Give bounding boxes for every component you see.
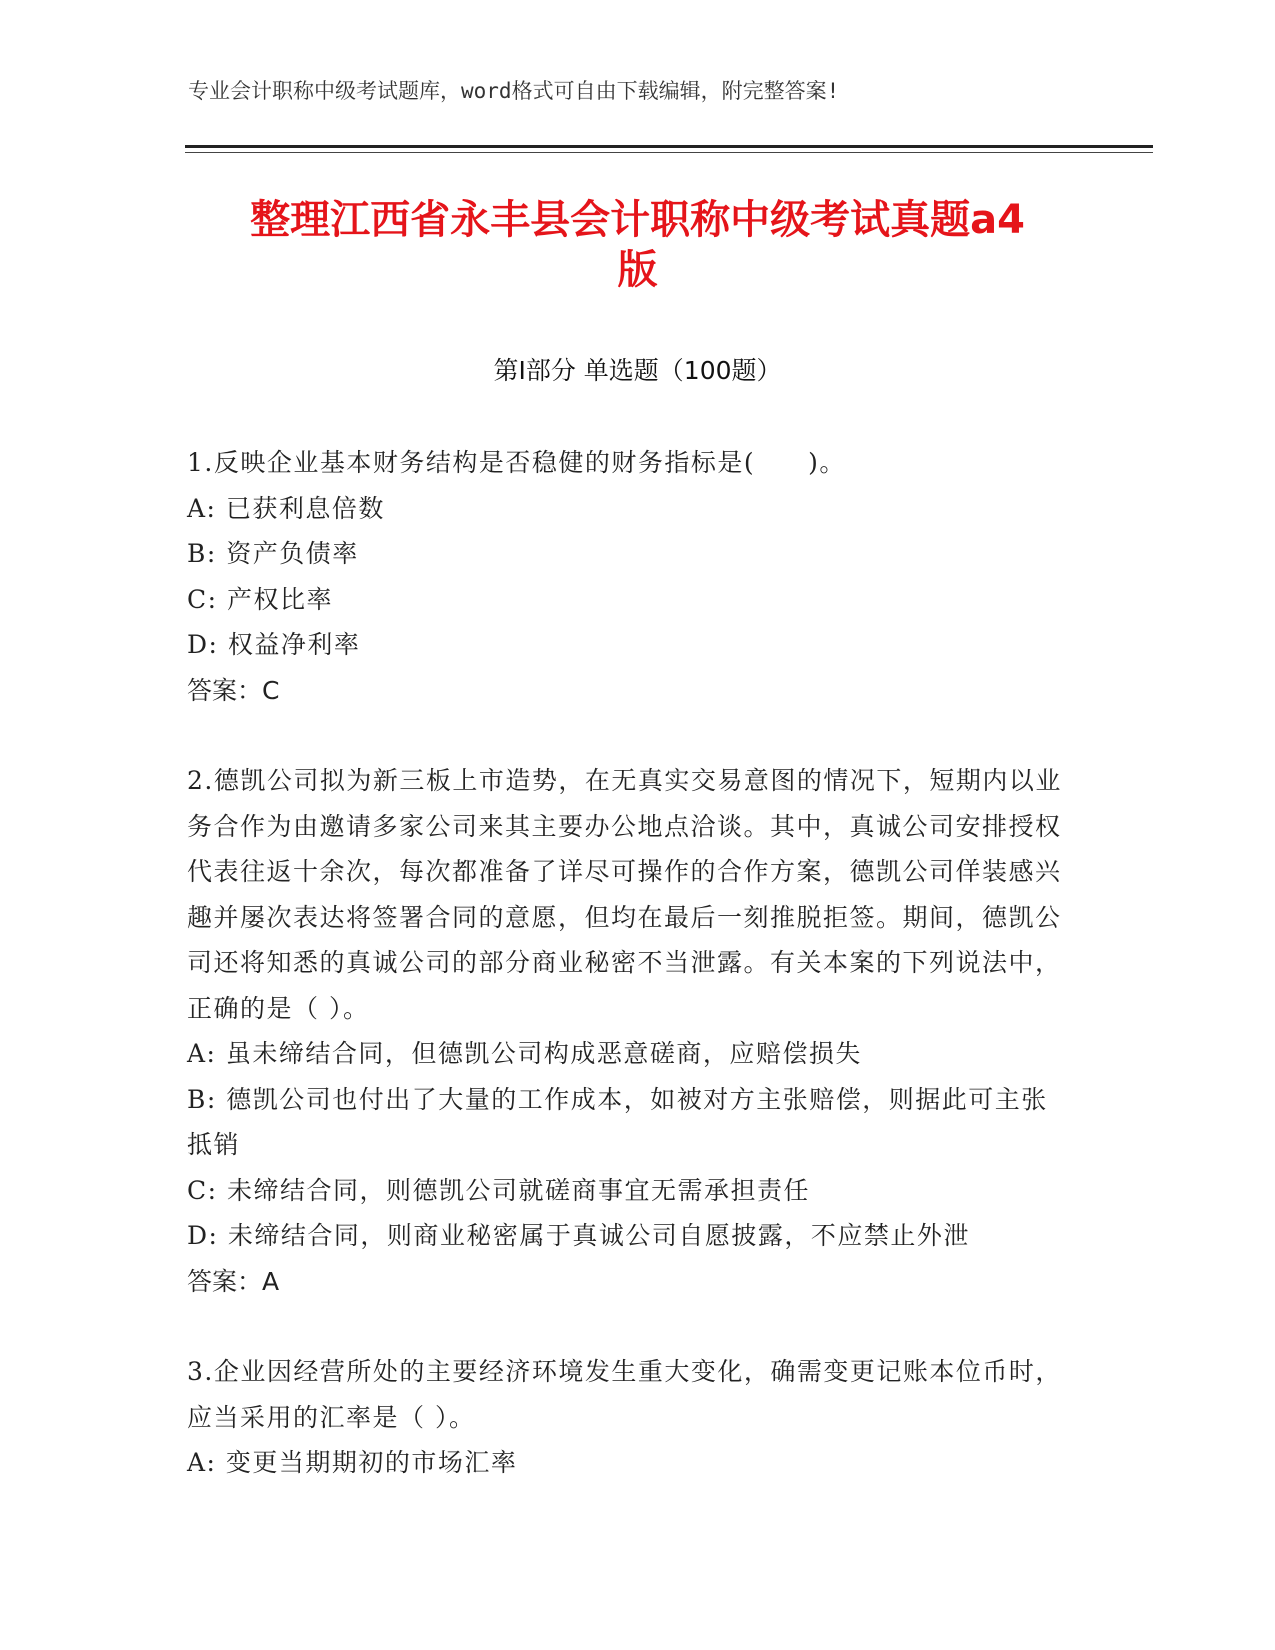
document-title — [150, 195, 1125, 295]
document-title-line-2: 版 — [617, 247, 658, 293]
option-b: B: 资产负债率 — [187, 539, 359, 568]
option-c: C: 未缔结合同，则德凯公司就磋商事宜无需承担责任 — [187, 1175, 811, 1205]
section-title: 第I部分 单选题（100题） — [493, 356, 782, 385]
option-a: A: 虽未缔结合同，但德凯公司构成恶意磋商，应赔偿损失 — [187, 1039, 862, 1068]
option-d: D: 未缔结合同，则商业秘密属于真诚公司自愿披露，不应禁止外泄 — [187, 1221, 970, 1250]
option-b: B: 德凯公司也付出了大量的工作成本，如被对方主张赔偿，则据此可主张抵销 — [187, 1084, 1048, 1159]
option-c: C: 产权比率 — [187, 584, 333, 614]
header-rule-thin — [185, 152, 1153, 153]
header-rule-thick — [185, 145, 1153, 148]
question-2 — [187, 758, 1067, 1304]
question-1 — [187, 440, 1067, 713]
option-a: A: 已获利息倍数 — [187, 493, 385, 523]
document-title-line-1: 整理江西省永丰县会计职称中级考试真题a4 — [250, 197, 1025, 243]
question-3 — [187, 1349, 1067, 1486]
answer: 答案：A — [187, 1266, 280, 1296]
option-d: D: 权益净利率 — [187, 630, 361, 659]
question-list — [187, 440, 1067, 1531]
option-a: A: 变更当期期初的市场汇率 — [187, 1448, 518, 1477]
question-stem: 1.反映企业基本财务结构是否稳健的财务指标是( )。 — [187, 448, 846, 477]
answer: 答案：C — [187, 675, 280, 705]
header-note: 专业会计职称中级考试题库，word格式可自由下载编辑，附完整答案! — [188, 79, 840, 103]
question-stem: 3.企业因经营所处的主要经济环境发生重大变化，确需变更记账本位币时，应当采用的汇率是（ ）。 — [187, 1357, 1062, 1432]
question-stem: 2.德凯公司拟为新三板上市造势，在无真实交易意图的情况下，短期内以业务合作为由邀请多家公司来其主要办公地点洽谈。其中，真诚公司安排授权代表往返十余次，每次都准备了详尽可操作的合作方案，德凯公司佯装感兴趣并屡次表达将签署合同的意愿，但均在最后一刻推脱拒签。期间，德凯公司还将知悉的真诚公司的部分商业秘密不当泄露。有关本案的下列说法中，正确的是（ ）。 — [187, 766, 1062, 1023]
